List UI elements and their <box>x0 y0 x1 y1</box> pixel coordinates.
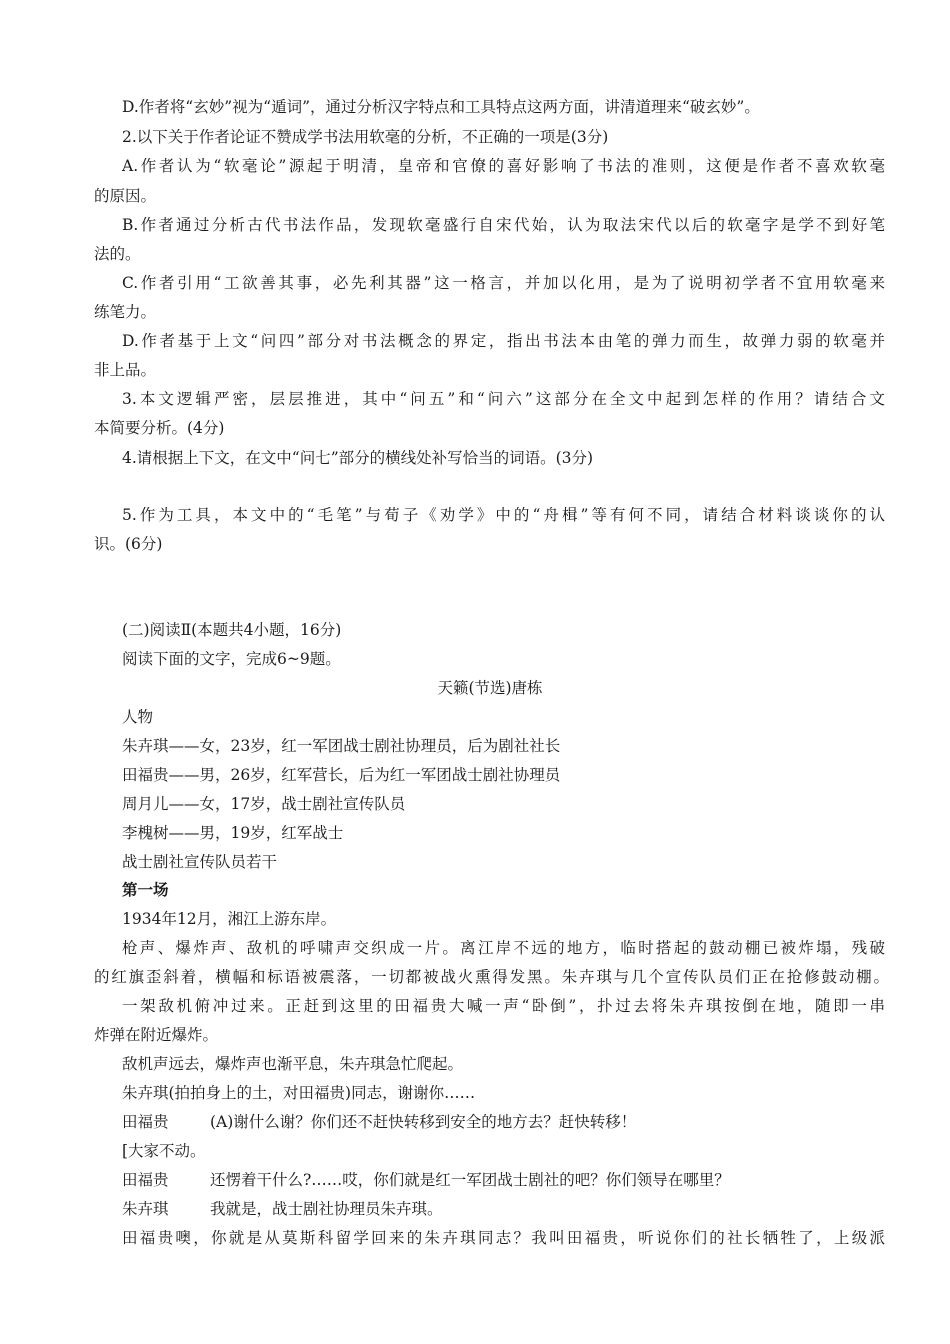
q2-option-a-line2: 的原因。 <box>94 187 157 205</box>
stage-direction: [大家不动。 <box>122 1142 206 1160</box>
cast-item: 朱卉琪——女，23岁，红一军团战士剧社协理员，后为剧社社长 <box>122 737 561 755</box>
q3-line2: 本简要分析。(4分) <box>94 419 225 437</box>
q2-option-d-line1: D.作者基于上文“问四”部分对书法概念的界定，指出书法本由笔的弹力而生，故弹力弱的软毫并 <box>122 332 885 350</box>
q2-stem: 2.以下关于作者论证不赞成学书法用软毫的分析，不正确的一项是(3分) <box>122 128 609 146</box>
dialogue-text: 我就是，战士剧社协理员朱卉琪。 <box>210 1200 443 1218</box>
speaker-name: 朱卉琪 <box>122 1200 169 1218</box>
dialogue-line <box>122 1112 636 1132</box>
scene-heading: 第一场 <box>122 881 169 899</box>
stage-direction-1-line2: 的红旗歪斜着，横幅和标语被震落，一切都被战火熏得发黑。朱卉琪与几个宣传队员们正在抢修鼓动棚。 <box>94 968 889 986</box>
q2-option-c-line1: C.作者引用“工欲善其事，必先利其器”这一格言，并加以化用，是为了说明初学者不宜用软毫来 <box>122 274 885 292</box>
q2-option-d-line2: 非上品。 <box>94 361 157 379</box>
dialogue-line: 朱卉琪(拍拍身上的土，对田福贵)同志，谢谢你…… <box>122 1084 476 1102</box>
q2-option-b-line1: B.作者通过分析古代书法作品，发现软毫盛行自宋代始，认为取法宋代以后的软毫字是学不到好笔 <box>122 216 885 234</box>
cast-item: 周月儿——女，17岁，战士剧社宣传队员 <box>122 795 406 813</box>
q2-option-b-line2: 法的。 <box>94 245 141 263</box>
cast-item: 李槐树——男，19岁，红军战士 <box>122 824 344 842</box>
dialogue-line: 田福贵噢，你就是从莫斯科留学回来的朱卉琪同志？我叫田福贵，听说你们的社长牺牲了，上级派 <box>122 1229 885 1247</box>
dialogue-text: (A)谢什么谢？你们还不赶快转移到安全的地方去？赶快转移！ <box>210 1113 637 1131</box>
q3-line1: 3.本文逻辑严密，层层推进，其中“问五”和“问六”这部分在全文中起到怎样的作用？请结合文 <box>122 390 885 408</box>
cast-item: 田福贵——男，26岁，红军营长，后为红一军团战士剧社协理员 <box>122 766 561 784</box>
cast-item: 战士剧社宣传队员若干 <box>122 853 278 871</box>
q5-line2: 识。(6分) <box>94 535 163 553</box>
dialogue-line <box>122 1199 443 1219</box>
speaker-name: 田福贵 <box>122 1171 169 1189</box>
q4: 4.请根据上下文，在文中“问七”部分的横线处补写恰当的词语。(3分) <box>122 449 594 467</box>
dialogue-line <box>122 1170 730 1190</box>
stage-direction-1-line1: 枪声、爆炸声、敌机的呼啸声交织成一片。离江岸不远的地方，临时搭起的鼓动棚已被炸塌，残破 <box>122 939 885 957</box>
speaker-name: 田福贵 <box>122 1113 169 1131</box>
stage-direction-2-line2: 炸弹在附近爆炸。 <box>94 1026 219 1044</box>
stage-direction-3: 敌机声远去，爆炸声也渐平息，朱卉琪急忙爬起。 <box>122 1055 464 1073</box>
cast-heading: 人物 <box>122 708 154 726</box>
stage-direction-2-line1: 一架敌机俯冲过来。正赶到这里的田福贵大喊一声“卧倒”，扑过去将朱卉琪按倒在地，随即一串 <box>122 997 885 1015</box>
dialogue-text: 还愣着干什么?……哎，你们就是红一军团战士剧社的吧？你们领导在哪里？ <box>210 1171 730 1189</box>
q1-option-d: D.作者将“玄妙”视为“遁词”，通过分析汉字特点和工具特点这两方面，讲清道理来“破玄妙”。 <box>122 98 760 116</box>
play-title: 天籁(节选)唐栋 <box>437 679 543 697</box>
section-title: (二)阅读Ⅱ(本题共4小题，16分) <box>122 621 342 639</box>
reading-instruction: 阅读下面的文字，完成6~9题。 <box>122 650 341 668</box>
q2-option-c-line2: 练笔力。 <box>94 303 157 321</box>
q2-option-a-line1: A.作者认为“软毫论”源起于明清，皇帝和官僚的喜好影响了书法的准则，这便是作者不喜欢软毫 <box>122 157 885 175</box>
scene-time: 1934年12月，湘江上游东岸。 <box>122 910 337 928</box>
q5-line1: 5.作为工具，本文中的“毛笔”与荀子《劝学》中的“舟楫”等有何不同，请结合材料谈谈你的认 <box>122 506 885 524</box>
